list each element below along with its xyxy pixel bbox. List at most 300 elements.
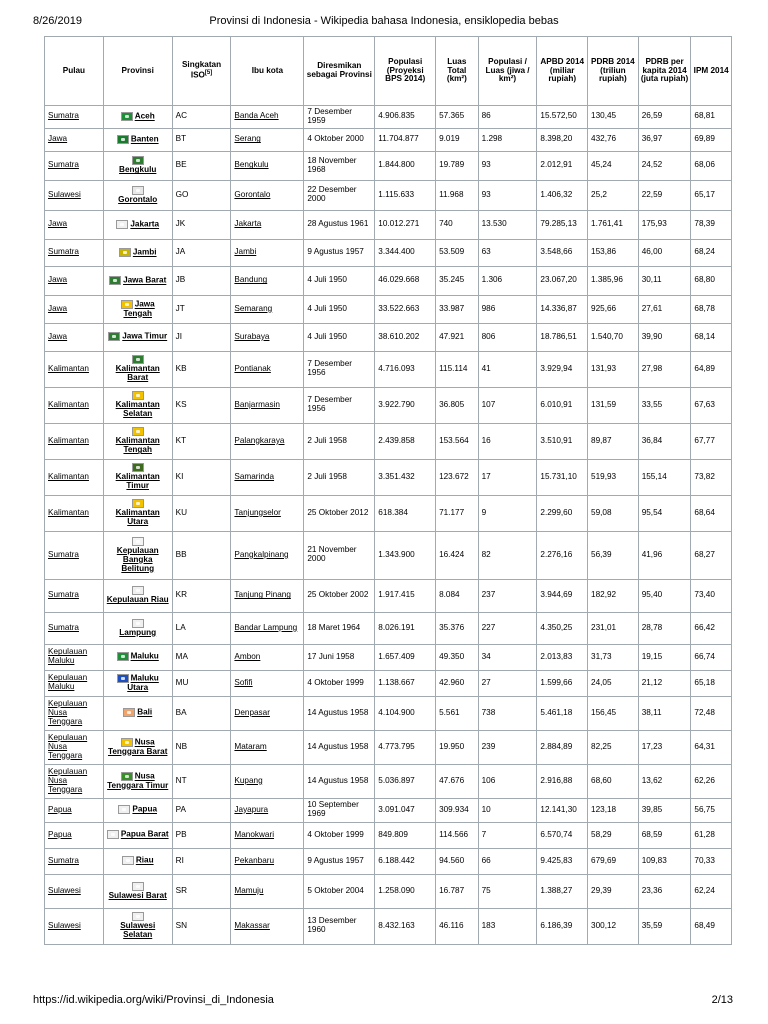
cell-provinsi[interactable] (103, 644, 172, 670)
cell-pulau[interactable] (45, 696, 104, 730)
cell-ibukota-text[interactable]: Jayapura (234, 804, 269, 814)
province-link[interactable]: Kepulauan Riau (106, 595, 169, 605)
province-flag-icon[interactable] (121, 300, 133, 309)
cell-ibukota[interactable] (231, 764, 304, 798)
cell-kepadatan-text: 41 (481, 363, 491, 373)
cell-pulau-text[interactable]: Kepulauan Maluku (48, 647, 88, 666)
cell-diresmikan (304, 106, 375, 129)
cell-kepadatan (478, 874, 537, 908)
header-singkatan[interactable] (172, 37, 231, 106)
cell-ipm (691, 495, 732, 531)
cell-ibukota-text[interactable]: Jambi (234, 247, 257, 257)
cell-pulau[interactable] (45, 459, 104, 495)
province-link[interactable]: Jambi (132, 247, 157, 257)
province-flag-icon[interactable] (132, 186, 144, 195)
cell-pulau-text[interactable]: Jawa (48, 275, 68, 285)
cell-kepadatan (478, 612, 537, 644)
province-link[interactable]: Nusa Tenggara Barat (107, 737, 168, 756)
cell-pdrb (588, 210, 639, 239)
province-flag-icon[interactable] (132, 391, 144, 400)
cell-diresmikan-text: 7 Desember 1956 (307, 359, 352, 378)
cell-pulau-text[interactable]: Sumatra (48, 247, 79, 257)
province-flag-icon[interactable] (121, 738, 133, 747)
cell-provinsi[interactable] (103, 351, 172, 387)
province-flag-icon[interactable] (132, 537, 144, 546)
header-populasi[interactable]: Populasi (Proyeksi BPS 2014) (375, 37, 436, 106)
province-link[interactable]: Papua Barat (120, 830, 169, 840)
cell-ibukota-text[interactable]: Pekanbaru (234, 855, 275, 865)
cell-pulau-text[interactable]: Sumatra (48, 590, 79, 600)
cell-provinsi[interactable] (103, 239, 172, 266)
cell-luas-text: 16.424 (439, 549, 465, 559)
cell-iso (172, 798, 231, 822)
cell-provinsi[interactable] (103, 531, 172, 579)
cell-pulau[interactable] (45, 908, 104, 944)
cell-iso-text: JA (175, 247, 186, 257)
header-luas[interactable]: Luas Total (km²) (436, 37, 479, 106)
cell-provinsi[interactable] (103, 180, 172, 210)
cell-ibukota-text[interactable]: Ambon (234, 651, 261, 661)
cell-pulau[interactable] (45, 612, 104, 644)
cell-ibukota-text[interactable]: Bandung (234, 275, 268, 285)
cell-ipm-text: 68,78 (694, 303, 715, 313)
cell-kepadatan-text: 63 (481, 247, 491, 257)
header-pdrb-kapita[interactable]: PDRB per kapita 2014 (juta rupiah) (638, 37, 691, 106)
province-flag-icon[interactable] (109, 276, 121, 285)
table-row (45, 670, 732, 696)
cell-ibukota[interactable] (231, 798, 304, 822)
cell-diresmikan (304, 644, 375, 670)
cell-ibukota-text[interactable]: Bandar Lampung (234, 622, 298, 632)
cell-pdrb-text: 432,76 (591, 134, 617, 144)
cell-provinsi[interactable] (103, 423, 172, 459)
cell-pulau[interactable] (45, 323, 104, 351)
cell-iso-text: GO (175, 189, 189, 199)
cell-ibukota[interactable] (231, 579, 304, 612)
cell-pulau-text[interactable]: Sumatra (48, 160, 79, 170)
cell-ibukota[interactable] (231, 908, 304, 944)
header-pulau[interactable]: Pulau (45, 37, 104, 106)
province-flag-icon[interactable] (132, 912, 144, 921)
cell-kepadatan (478, 128, 537, 151)
province-link[interactable]: Jawa Timur (122, 332, 168, 342)
cell-diresmikan-text: 5 Oktober 2004 (307, 885, 364, 895)
cell-ibukota-text[interactable]: Gorontalo (234, 189, 271, 199)
province-flag-icon[interactable] (121, 112, 133, 121)
cell-pulau[interactable] (45, 239, 104, 266)
cell-pulau[interactable] (45, 351, 104, 387)
cell-ibukota-text[interactable]: Tanjungselor (234, 507, 281, 517)
cell-pulau-text[interactable]: Sulawesi (48, 189, 81, 199)
cell-ibukota-text[interactable]: Pontianak (234, 363, 271, 373)
cell-provinsi[interactable] (103, 459, 172, 495)
page-title: Provinsi di Indonesia - Wikipedia bahasa Indonesia, ensiklopedia bebas (209, 15, 559, 27)
cell-ipm-text: 68,81 (694, 111, 715, 121)
cell-pulau-text[interactable]: Jawa (48, 303, 68, 313)
cell-diresmikan (304, 848, 375, 874)
cell-pdrb-kapita-text: 17,23 (641, 741, 663, 751)
cell-pulau-text[interactable]: Sumatra (48, 855, 79, 865)
cell-iso (172, 696, 231, 730)
province-link[interactable]: Maluku Utara (127, 673, 159, 692)
cell-ibukota[interactable] (231, 822, 304, 848)
cell-apbd (537, 459, 588, 495)
province-link[interactable]: Riau (135, 856, 154, 866)
cell-ibukota-text[interactable]: Bengkulu (234, 160, 269, 170)
cell-pdrb-text: 156,45 (591, 707, 617, 717)
cell-luas-text: 740 (439, 219, 453, 229)
cell-provinsi[interactable] (103, 266, 172, 295)
cell-pulau-text[interactable]: Papua (48, 829, 72, 839)
cell-luas (436, 908, 479, 944)
cell-provinsi[interactable] (103, 495, 172, 531)
cell-ibukota-text[interactable]: Mamuju (234, 885, 264, 895)
header-provinsi[interactable]: Provinsi (103, 37, 172, 106)
cell-diresmikan (304, 423, 375, 459)
cell-kepadatan (478, 295, 537, 323)
cell-ibukota[interactable] (231, 495, 304, 531)
cell-pulau-text[interactable]: Kalimantan (48, 399, 89, 409)
cell-pulau-text[interactable]: Sumatra (48, 111, 79, 121)
cell-ibukota[interactable] (231, 874, 304, 908)
print-footer (0, 992, 768, 1012)
cell-ibukota[interactable] (231, 210, 304, 239)
cell-ipm-text: 68,49 (694, 920, 715, 930)
cell-pulau[interactable] (45, 579, 104, 612)
cell-ibukota[interactable] (231, 323, 304, 351)
province-flag-icon[interactable] (132, 586, 144, 595)
province-link[interactable]: Sulawesi Selatan (120, 921, 156, 940)
province-flag-icon[interactable] (118, 805, 130, 814)
cell-provinsi[interactable] (103, 106, 172, 129)
table-row (45, 696, 732, 730)
cell-ibukota-text[interactable]: Semarang (234, 303, 273, 313)
cell-ibukota[interactable] (231, 180, 304, 210)
cell-ibukota[interactable] (231, 644, 304, 670)
province-flag-icon[interactable] (119, 248, 131, 257)
cell-pulau[interactable] (45, 266, 104, 295)
cell-luas-text: 35.376 (439, 622, 465, 632)
cell-pdrb-text: 679,69 (591, 855, 617, 865)
cell-pulau-text[interactable]: Jawa (48, 331, 68, 341)
cell-kepadatan-text: 86 (481, 111, 491, 121)
cell-pulau-text[interactable]: Kepulauan Nusa Tenggara (48, 698, 88, 726)
province-link[interactable]: Kalimantan Barat (115, 364, 160, 383)
cell-provinsi[interactable] (103, 128, 172, 151)
cell-apbd (537, 798, 588, 822)
cell-pulau[interactable] (45, 387, 104, 423)
cell-provinsi[interactable] (103, 822, 172, 848)
cell-ibukota[interactable] (231, 848, 304, 874)
cell-provinsi[interactable] (103, 151, 172, 180)
cell-diresmikan-text: 2 Juli 1958 (307, 471, 347, 481)
cell-pulau[interactable] (45, 798, 104, 822)
cell-ibukota[interactable] (231, 531, 304, 579)
province-flag-icon[interactable] (132, 499, 144, 508)
cell-iso (172, 670, 231, 696)
cell-luas (436, 874, 479, 908)
cell-pdrb-text: 182,92 (591, 590, 617, 600)
cell-populasi-text: 1.138.667 (378, 677, 415, 687)
cell-apbd-text: 18.786,51 (540, 331, 577, 341)
header-diresmikan[interactable]: Diresmikan sebagai Provinsi (304, 37, 375, 106)
cell-pulau[interactable] (45, 295, 104, 323)
cell-ipm (691, 730, 732, 764)
cell-provinsi[interactable] (103, 696, 172, 730)
header-ipm[interactable]: IPM 2014 (691, 37, 732, 106)
cell-iso (172, 730, 231, 764)
cell-iso (172, 351, 231, 387)
province-link[interactable]: Kepulauan Bangka Belitung (116, 545, 159, 573)
cell-pdrb-kapita (638, 495, 691, 531)
cell-pulau-text[interactable]: Kalimantan (48, 435, 89, 445)
cell-kepadatan-text: 1.306 (481, 275, 503, 285)
province-flag-icon[interactable] (107, 830, 119, 839)
cell-provinsi[interactable] (103, 612, 172, 644)
print-header (0, 0, 768, 30)
cell-provinsi[interactable] (103, 670, 172, 696)
cell-pulau[interactable] (45, 874, 104, 908)
cell-ibukota-text[interactable]: Samarinda (234, 471, 275, 481)
cell-pulau[interactable] (45, 180, 104, 210)
cell-ibukota-text[interactable]: Surabaya (234, 331, 270, 341)
province-flag-icon[interactable] (132, 619, 144, 628)
table-row (45, 730, 732, 764)
cell-provinsi[interactable] (103, 210, 172, 239)
cell-provinsi[interactable] (103, 848, 172, 874)
header-ibukota[interactable]: Ibu kota (231, 37, 304, 106)
cell-apbd (537, 266, 588, 295)
cell-kepadatan-text: 806 (481, 331, 496, 341)
province-link[interactable]: Jawa Tengah (123, 299, 155, 318)
cell-pulau-text[interactable]: Kepulauan Nusa Tenggara (48, 766, 88, 794)
cell-pulau-text[interactable]: Jawa (48, 134, 68, 144)
cell-ibukota[interactable] (231, 266, 304, 295)
cell-apbd-text: 15.572,50 (540, 111, 577, 121)
cell-pdrb-kapita (638, 151, 691, 180)
province-flag-icon[interactable] (117, 135, 129, 144)
cell-diresmikan-text: 7 Desember 1956 (307, 395, 352, 414)
cell-pulau-text[interactable]: Sumatra (48, 549, 79, 559)
cell-apbd (537, 351, 588, 387)
cell-apbd (537, 295, 588, 323)
province-flag-icon[interactable] (123, 708, 135, 717)
cell-luas-text: 5.561 (439, 707, 460, 717)
cell-ibukota[interactable] (231, 612, 304, 644)
cell-diresmikan-text: 14 Agustus 1958 (307, 775, 369, 785)
cell-pdrb-kapita (638, 266, 691, 295)
province-link[interactable]: Bali (137, 708, 153, 718)
cell-populasi-text: 5.036.897 (378, 775, 415, 785)
cell-populasi-text: 38.610.202 (378, 331, 420, 341)
cell-diresmikan (304, 874, 375, 908)
cell-iso-text: MA (175, 651, 188, 661)
cell-ibukota[interactable] (231, 106, 304, 129)
cell-pdrb (588, 822, 639, 848)
cell-luas-text: 47.921 (439, 331, 465, 341)
cell-ibukota[interactable] (231, 423, 304, 459)
cell-pdrb-kapita (638, 531, 691, 579)
cell-diresmikan (304, 459, 375, 495)
cell-kepadatan-text: 27 (481, 677, 491, 687)
province-link[interactable]: Banten (130, 134, 159, 144)
cell-ipm (691, 239, 732, 266)
cell-pulau-text[interactable]: Sulawesi (48, 885, 81, 895)
cell-pulau[interactable] (45, 210, 104, 239)
cell-diresmikan (304, 531, 375, 579)
reference-link[interactable]: [5] (204, 70, 213, 77)
cell-ibukota-text[interactable]: Banjarmasin (234, 399, 280, 409)
cell-ibukota-text[interactable]: Tanjung Pinang (234, 590, 291, 600)
cell-pulau[interactable] (45, 128, 104, 151)
province-link[interactable]: Maluku (130, 652, 159, 662)
cell-diresmikan-text: 4 Oktober 2000 (307, 134, 364, 144)
province-link[interactable]: Gorontalo (118, 194, 158, 204)
cell-ibukota-text[interactable]: Denpasar (234, 707, 270, 717)
cell-kepadatan (478, 495, 537, 531)
province-link[interactable]: Lampung (119, 627, 157, 637)
cell-ibukota[interactable] (231, 128, 304, 151)
province-flag-icon[interactable] (132, 427, 144, 436)
cell-pulau[interactable] (45, 495, 104, 531)
province-flag-icon[interactable] (121, 772, 133, 781)
cell-pulau[interactable] (45, 531, 104, 579)
cell-pulau[interactable] (45, 106, 104, 129)
cell-iso (172, 848, 231, 874)
cell-iso (172, 151, 231, 180)
cell-pdrb-kapita (638, 423, 691, 459)
province-flag-icon[interactable] (132, 882, 144, 891)
province-link[interactable]: Papua (132, 805, 157, 815)
cell-provinsi[interactable] (103, 579, 172, 612)
cell-ibukota[interactable] (231, 151, 304, 180)
cell-ibukota-text[interactable]: Banda Aceh (234, 111, 279, 121)
province-link[interactable]: Jakarta (130, 219, 160, 229)
table-row (45, 266, 732, 295)
cell-pulau[interactable] (45, 764, 104, 798)
cell-pulau-text[interactable]: Jawa (48, 219, 68, 229)
cell-diresmikan (304, 730, 375, 764)
province-link[interactable]: Kalimantan Utara (115, 508, 160, 527)
cell-pulau-text[interactable]: Kepulauan Maluku (48, 673, 88, 692)
cell-apbd-text: 5.461,18 (540, 707, 573, 717)
cell-pulau-text[interactable]: Sulawesi (48, 920, 81, 930)
cell-pulau[interactable] (45, 730, 104, 764)
cell-iso-text: SN (175, 920, 188, 930)
cell-pulau[interactable] (45, 822, 104, 848)
province-link[interactable]: Kalimantan Selatan (115, 400, 160, 419)
cell-ibukota-text[interactable]: Mataram (234, 741, 267, 751)
cell-pulau-text[interactable]: Kalimantan (48, 507, 89, 517)
province-link[interactable]: Jawa Barat (123, 275, 167, 285)
cell-provinsi[interactable] (103, 874, 172, 908)
cell-pulau-text[interactable]: Kalimantan (48, 471, 89, 481)
cell-ibukota[interactable] (231, 670, 304, 696)
cell-pulau[interactable] (45, 423, 104, 459)
cell-ibukota-text[interactable]: Serang (234, 134, 261, 144)
province-link[interactable]: Sulawesi Barat (108, 890, 167, 900)
cell-luas (436, 323, 479, 351)
cell-ibukota-text[interactable]: Manokwari (234, 829, 275, 839)
cell-ipm-text: 73,82 (694, 471, 715, 481)
province-flag-icon[interactable] (122, 856, 134, 865)
cell-diresmikan-text: 28 Agustus 1961 (307, 219, 369, 229)
province-flag-icon[interactable] (116, 220, 128, 229)
cell-ibukota-text[interactable]: Makassar (234, 920, 270, 930)
cell-kepadatan (478, 387, 537, 423)
province-flag-icon[interactable] (117, 652, 129, 661)
cell-pulau-text[interactable]: Papua (48, 804, 72, 814)
cell-ibukota[interactable] (231, 351, 304, 387)
cell-provinsi[interactable] (103, 798, 172, 822)
cell-ibukota[interactable] (231, 696, 304, 730)
cell-ipm-text: 72,48 (694, 707, 715, 717)
cell-pulau-text[interactable]: Sumatra (48, 622, 79, 632)
cell-luas-text: 8.084 (439, 590, 460, 600)
cell-populasi-text: 1.115.633 (378, 189, 415, 199)
cell-pulau[interactable] (45, 644, 104, 670)
cell-ibukota[interactable] (231, 387, 304, 423)
cell-ibukota-text[interactable]: Jakarta (234, 219, 262, 229)
province-flag-icon[interactable] (117, 674, 129, 683)
cell-luas-text: 9.019 (439, 134, 460, 144)
cell-ibukota[interactable] (231, 295, 304, 323)
cell-populasi (375, 106, 436, 129)
cell-ibukota-text[interactable]: Palangkaraya (234, 435, 285, 445)
cell-ibukota[interactable] (231, 459, 304, 495)
cell-pulau[interactable] (45, 848, 104, 874)
cell-ibukota-text[interactable]: Kupang (234, 775, 263, 785)
province-link[interactable]: Kalimantan Timur (115, 472, 160, 491)
cell-luas (436, 764, 479, 798)
cell-provinsi[interactable] (103, 387, 172, 423)
cell-provinsi[interactable] (103, 908, 172, 944)
cell-populasi-text: 3.351.432 (378, 471, 415, 481)
cell-pulau-text[interactable]: Kepulauan Nusa Tenggara (48, 732, 88, 760)
cell-ibukota[interactable] (231, 239, 304, 266)
province-link[interactable]: Nusa Tenggara Timur (107, 771, 169, 790)
cell-pdrb-kapita (638, 670, 691, 696)
cell-pdrb-kapita-text: 27,61 (641, 303, 663, 313)
cell-pulau[interactable] (45, 151, 104, 180)
cell-luas (436, 822, 479, 848)
cell-apbd (537, 531, 588, 579)
header-apbd[interactable]: APBD 2014 (miliar rupiah) (537, 37, 588, 106)
cell-populasi-text: 4.906.835 (378, 111, 415, 121)
cell-provinsi[interactable] (103, 764, 172, 798)
cell-luas (436, 295, 479, 323)
cell-kepadatan (478, 730, 537, 764)
cell-provinsi[interactable] (103, 295, 172, 323)
province-flag-icon[interactable] (132, 156, 144, 165)
province-link[interactable]: Kalimantan Tengah (115, 436, 160, 455)
cell-pulau[interactable] (45, 670, 104, 696)
province-link[interactable]: Aceh (134, 111, 155, 121)
cell-provinsi[interactable] (103, 323, 172, 351)
cell-ibukota-text[interactable]: Pangkalpinang (234, 549, 289, 559)
cell-provinsi[interactable] (103, 730, 172, 764)
header-pdrb[interactable]: PDRB 2014 (triliun rupiah) (588, 37, 639, 106)
province-link[interactable]: Bengkulu (119, 165, 157, 175)
province-flag-icon[interactable] (132, 463, 144, 472)
header-kepadatan[interactable]: Populasi / Luas (jiwa / km²) (478, 37, 537, 106)
cell-ipm-text: 56,75 (694, 804, 715, 814)
cell-ibukota[interactable] (231, 730, 304, 764)
cell-pulau-text[interactable]: Kalimantan (48, 363, 89, 373)
province-flag-icon[interactable] (132, 355, 144, 364)
province-flag-icon[interactable] (108, 332, 120, 341)
cell-ibukota-text[interactable]: Sofifi (234, 677, 253, 687)
